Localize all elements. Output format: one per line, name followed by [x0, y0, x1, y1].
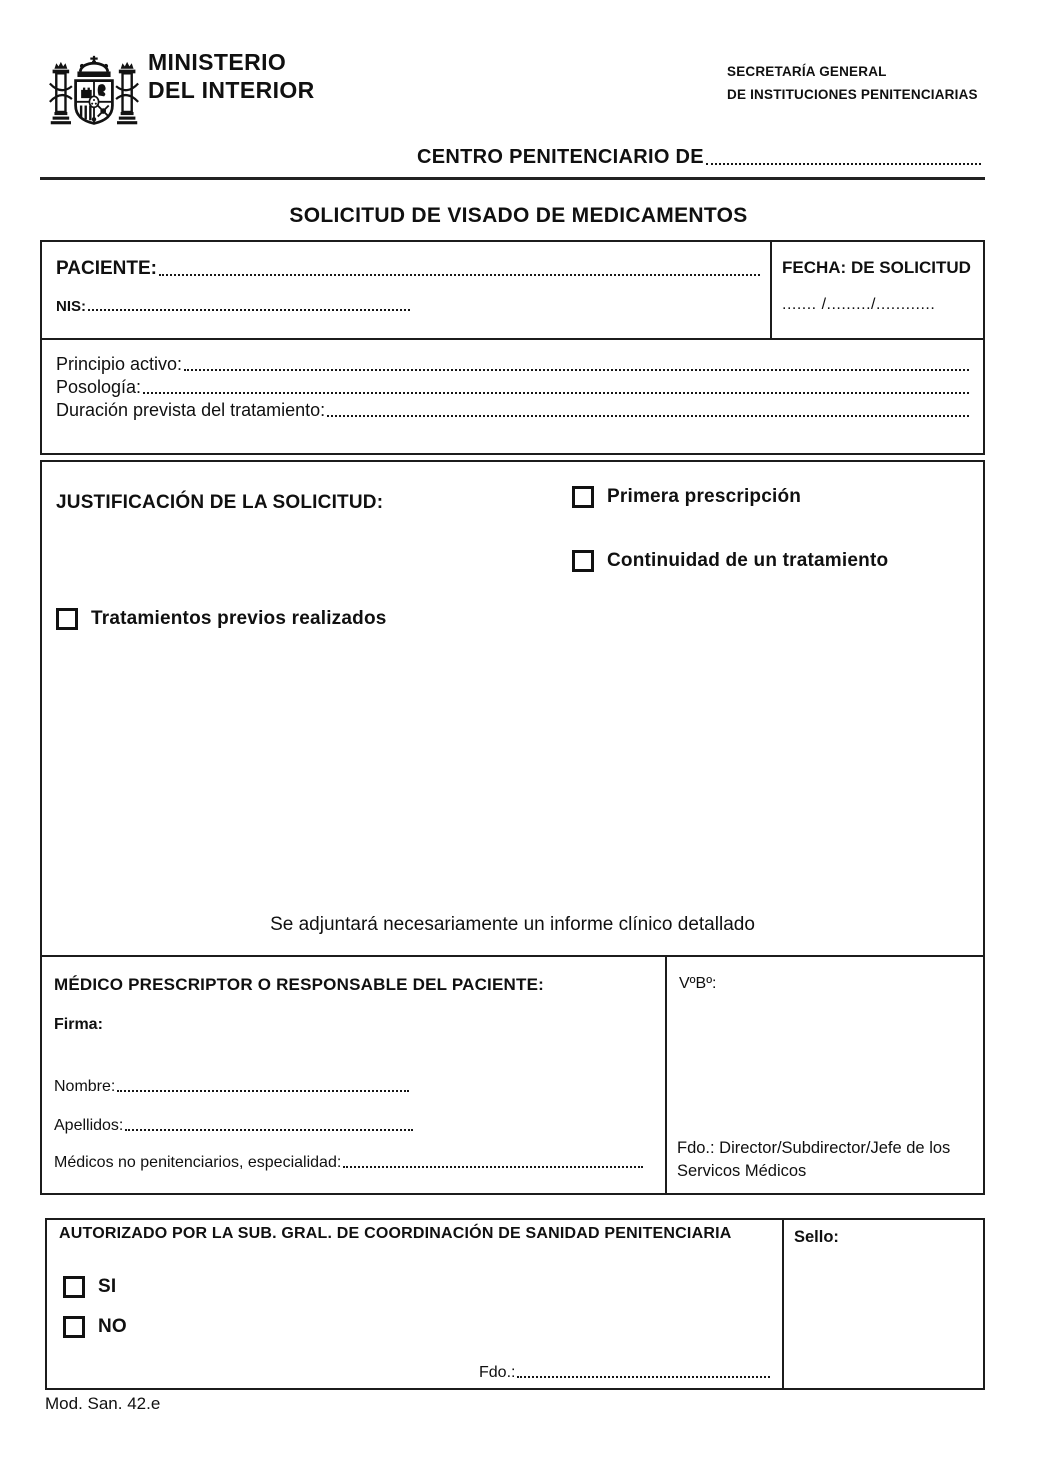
checkbox-row-primera [572, 486, 801, 508]
secretariat-line2: DE INSTITUCIONES PENITENCIARIAS [727, 87, 978, 102]
ministry-name [148, 48, 315, 104]
coat-of-arms-icon [48, 50, 140, 150]
centro-penitenciario-line [40, 146, 985, 169]
authorization-table [45, 1218, 985, 1390]
informe-clinico-note: Se adjuntará necesariamente un informe clínico detallado [270, 914, 755, 935]
physician-section [42, 957, 983, 1193]
form-title: SOLICITUD DE VISADO DE MEDICAMENTOS [289, 204, 748, 227]
fdo-row [479, 1364, 774, 1382]
patient-row [42, 242, 983, 340]
fdo-fill-line[interactable] [517, 1375, 770, 1378]
fdo-director-label: Fdo.: Director/Subdirector/Jefe de los Servicos Médicos [677, 1139, 951, 1180]
si-label: SI [98, 1276, 117, 1297]
vobo-label: VºBº: [679, 975, 717, 992]
checkbox-row-tratamientos [56, 608, 387, 630]
especialidad-label: Médicos no penitenciarios, especialidad: [54, 1154, 342, 1171]
justification-physician-table [40, 460, 985, 1195]
authorization-cell [47, 1220, 782, 1388]
fecha-value-line[interactable]: ....... /........./............ [782, 296, 936, 313]
duracion-fill-line[interactable] [327, 414, 969, 417]
principio-activo-fill-line[interactable] [184, 368, 969, 371]
principio-activo-label: Principio activo: [56, 354, 183, 374]
primera-prescripcion-checkbox[interactable] [572, 486, 594, 508]
nombre-label: Nombre: [54, 1078, 116, 1095]
fdo-label: Fdo.: [479, 1364, 516, 1381]
paciente-label: PACIENTE: [56, 258, 157, 279]
ministry-line1: MINISTERIO [148, 49, 287, 75]
tratamientos-previos-checkbox[interactable] [56, 608, 78, 630]
centro-penitenciario-label: CENTRO PENITENCIARIO DE [417, 146, 704, 168]
no-checkbox[interactable] [63, 1316, 85, 1338]
sello-cell [782, 1220, 983, 1388]
si-checkbox[interactable] [63, 1276, 85, 1298]
medico-prescriptor-heading: MÉDICO PRESCRIPTOR O RESPONSABLE DEL PACIENTE: [54, 975, 544, 994]
posologia-label: Posología: [56, 377, 142, 397]
fecha-label: FECHA: DE SOLICITUD [782, 258, 971, 277]
secretariat-name [727, 60, 978, 106]
justificacion-heading: JUSTIFICACIÓN DE LA SOLICITUD: [56, 492, 384, 513]
continuidad-tratamiento-checkbox[interactable] [572, 550, 594, 572]
header-divider-rule [40, 177, 985, 180]
secretariat-line1: SECRETARÍA GENERAL [727, 64, 887, 79]
patient-medication-table [40, 240, 985, 455]
sello-label: Sello: [794, 1228, 839, 1246]
nombre-fill-line[interactable] [117, 1089, 409, 1092]
tratamientos-previos-label: Tratamientos previos realizados [91, 608, 387, 629]
checkbox-row-continuidad [572, 550, 888, 572]
posologia-fill-line[interactable] [143, 391, 969, 394]
medication-row [42, 340, 983, 453]
primera-prescripcion-label: Primera prescripción [607, 486, 802, 507]
continuidad-tratamiento-label: Continuidad de un tratamiento [607, 550, 889, 571]
apellidos-fill-line[interactable] [125, 1128, 413, 1131]
nis-fill-line[interactable] [88, 308, 410, 311]
fecha-cell [770, 242, 983, 338]
apellidos-label: Apellidos: [54, 1117, 124, 1134]
centro-penitenciario-fill-line[interactable] [706, 162, 981, 165]
duracion-label: Duración prevista del tratamiento: [56, 400, 326, 420]
firma-label: Firma: [54, 1016, 103, 1033]
physician-cell [42, 957, 665, 1193]
nis-label: NIS: [56, 298, 86, 315]
model-reference: Mod. San. 42.e [45, 1394, 161, 1413]
checkbox-row-no [63, 1316, 127, 1338]
justification-section [42, 462, 983, 957]
checkbox-row-si [63, 1276, 116, 1298]
patient-cell [42, 242, 770, 338]
ministry-line2: DEL INTERIOR [148, 77, 315, 103]
autorizado-heading: AUTORIZADO POR LA SUB. GRAL. DE COORDINACIÓN DE SANIDAD PENITENCIARIA [59, 1225, 732, 1242]
no-label: NO [98, 1316, 127, 1337]
vobo-cell [665, 957, 983, 1193]
especialidad-fill-line[interactable] [343, 1165, 643, 1168]
paciente-fill-line[interactable] [159, 273, 760, 276]
